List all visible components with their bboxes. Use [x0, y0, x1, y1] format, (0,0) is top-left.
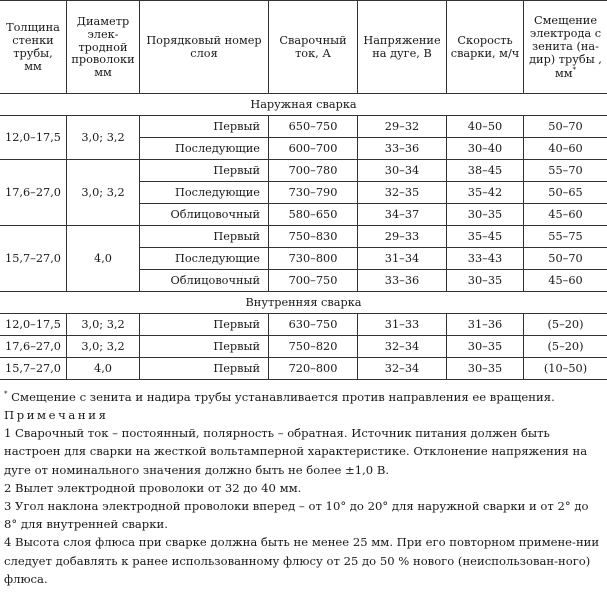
- table-row: [0, 314, 607, 336]
- header-layer: Порядковый номер слоя: [140, 1, 269, 94]
- cell-voltage: 29–33: [358, 226, 447, 248]
- cell-voltage: 32–34: [358, 358, 447, 380]
- cell-thickness: 17,6–27,0: [0, 160, 67, 226]
- section-title-outer: Наружная сварка: [0, 94, 607, 116]
- cell-layer: Первый: [140, 116, 269, 138]
- cell-offset: 45–60: [524, 204, 607, 226]
- header-diameter: Диаметр элек-тродной проволоки мм: [67, 1, 140, 94]
- cell-speed: 35–45: [447, 226, 524, 248]
- cell-speed: 40–50: [447, 116, 524, 138]
- cell-thickness: 17,6–27,0: [0, 336, 67, 358]
- cell-offset: 50–65: [524, 182, 607, 204]
- table-row: [0, 226, 607, 248]
- cell-voltage: 31–34: [358, 248, 447, 270]
- cell-thickness: 12,0–17,5: [0, 116, 67, 160]
- header-speed: Скорость сварки, м/ч: [447, 1, 524, 94]
- cell-offset: (10–50): [524, 358, 607, 380]
- notes-block: [4, 385, 604, 588]
- cell-diameter: 3,0; 3,2: [67, 336, 140, 358]
- cell-layer: Первый: [140, 314, 269, 336]
- cell-speed: 33–43: [447, 248, 524, 270]
- cell-speed: 30–35: [447, 204, 524, 226]
- cell-thickness: 12,0–17,5: [0, 314, 67, 336]
- cell-current: 650–750: [269, 116, 358, 138]
- section-row-inner: [0, 292, 607, 314]
- cell-current: 700–780: [269, 160, 358, 182]
- cell-layer: Облицовочный: [140, 270, 269, 292]
- header-offset-text: Смещение электрода с зенита (на-дир) трубы , мм: [529, 14, 602, 80]
- cell-current: 750–820: [269, 336, 358, 358]
- header-offset: [524, 1, 607, 94]
- cell-offset: 45–60: [524, 270, 607, 292]
- cell-speed: 30–35: [447, 336, 524, 358]
- note-item-1: 1 Сварочный ток – постоянный, полярность – обратная. Источник питания должен быть настроен для сварки на жесткой вольтамперной характеристике. Отклонение напряжения на дуге от номинального значения должно быть не более ±1,0 В.: [4, 426, 588, 477]
- cell-voltage: 33–36: [358, 138, 447, 160]
- footnote-text: Смещение с зенита и надира трубы устанавливается против направления ее вращения.: [7, 389, 555, 404]
- cell-thickness: 15,7–27,0: [0, 358, 67, 380]
- cell-offset: 55–75: [524, 226, 607, 248]
- cell-current: 730–790: [269, 182, 358, 204]
- cell-current: 600–700: [269, 138, 358, 160]
- cell-layer: Первый: [140, 160, 269, 182]
- cell-voltage: 31–33: [358, 314, 447, 336]
- cell-speed: 30–40: [447, 138, 524, 160]
- cell-layer: Последующие: [140, 138, 269, 160]
- table-row: [0, 160, 607, 182]
- cell-diameter: 4,0: [67, 358, 140, 380]
- table-row: [0, 336, 607, 358]
- cell-thickness: 15,7–27,0: [0, 226, 67, 292]
- cell-current: 750–830: [269, 226, 358, 248]
- cell-voltage: 30–34: [358, 160, 447, 182]
- cell-current: 630–750: [269, 314, 358, 336]
- cell-current: 580–650: [269, 204, 358, 226]
- footnote: [4, 385, 604, 406]
- cell-layer: Первый: [140, 226, 269, 248]
- header-voltage: Напряжение на дуге, В: [358, 1, 447, 94]
- section-title-inner: Внутренняя сварка: [0, 292, 607, 314]
- cell-layer: Последующие: [140, 182, 269, 204]
- note-item-2: 2 Вылет электродной проволоки от 32 до 40 мм.: [4, 480, 302, 495]
- cell-speed: 31–36: [447, 314, 524, 336]
- header-current: Сварочный ток, А: [269, 1, 358, 94]
- cell-offset: 50–70: [524, 248, 607, 270]
- table-row: [0, 116, 607, 138]
- cell-speed: 35–42: [447, 182, 524, 204]
- cell-layer: Последующие: [140, 248, 269, 270]
- cell-layer: Первый: [140, 358, 269, 380]
- cell-offset: (5–20): [524, 336, 607, 358]
- cell-diameter: 3,0; 3,2: [67, 314, 140, 336]
- cell-layer: Облицовочный: [140, 204, 269, 226]
- cell-voltage: 29–32: [358, 116, 447, 138]
- note-item-4: 4 Высота слоя флюса при сварке должна быть не менее 25 мм. При его повторном примене-нии следует добавлять к ранее использованному флюсу от 25 до 50 % нового (неиспользован-ного) флюса.: [4, 535, 600, 586]
- cell-voltage: 32–35: [358, 182, 447, 204]
- table-row: [0, 358, 607, 380]
- cell-voltage: 32–34: [358, 336, 447, 358]
- cell-voltage: 34–37: [358, 204, 447, 226]
- footnote-mark: *: [4, 390, 8, 398]
- note-item-3: 3 Угол наклона электродной проволоки вперед – от 10° до 20° для наружной сварки и от 2° до 8° для внутренней сварки.: [4, 499, 589, 532]
- cell-offset: 55–70: [524, 160, 607, 182]
- header-offset-footnote-mark: *: [572, 66, 577, 75]
- header-thickness: Толщина стенки трубы, мм: [0, 1, 67, 94]
- cell-speed: 30–35: [447, 270, 524, 292]
- cell-diameter: 3,0; 3,2: [67, 116, 140, 160]
- cell-current: 730–800: [269, 248, 358, 270]
- cell-voltage: 33–36: [358, 270, 447, 292]
- cell-speed: 30–35: [447, 358, 524, 380]
- cell-offset: 40–60: [524, 138, 607, 160]
- header-row: [0, 1, 607, 94]
- cell-diameter: 4,0: [67, 226, 140, 292]
- cell-speed: 38–45: [447, 160, 524, 182]
- notes-heading: Примечания: [4, 408, 109, 423]
- section-row-outer: [0, 94, 607, 116]
- cell-offset: 50–70: [524, 116, 607, 138]
- cell-current: 720–800: [269, 358, 358, 380]
- cell-offset: (5–20): [524, 314, 607, 336]
- cell-layer: Первый: [140, 336, 269, 358]
- cell-current: 700–750: [269, 270, 358, 292]
- cell-diameter: 3,0; 3,2: [67, 160, 140, 226]
